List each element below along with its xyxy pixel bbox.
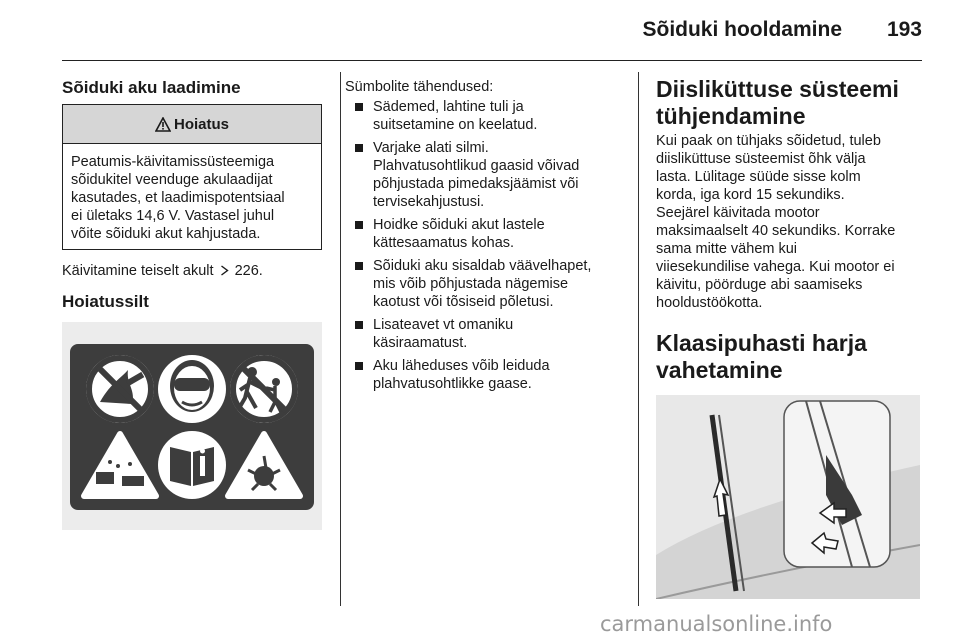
bullet-square-icon (355, 103, 363, 111)
wiper-blade-illustration (656, 395, 920, 599)
list-item-line: Hoidke sõiduki akut lastele (373, 217, 545, 233)
list-item-line: Varjake alati silmi. (373, 140, 489, 156)
no-fire-no-smoking-icon (86, 355, 154, 423)
list-item-line: suitsetamine on keelatud. (373, 117, 538, 133)
read-manual-icon (158, 431, 226, 499)
bullet-square-icon (355, 262, 363, 270)
warning-line: kasutades, et laadimispotentsiaal (71, 190, 285, 206)
warning-box (62, 104, 322, 250)
warning-label-plate (70, 344, 314, 510)
warning-triangle-icon (155, 117, 171, 132)
warning-line: ei ületaks 14,6 V. Vastasel juhul (71, 208, 275, 224)
list-item-line: kaotust või tõsiseid põletusi. (373, 294, 554, 310)
reference-text: Käivitamine teiselt akult (62, 263, 214, 279)
list-item-line: Sõiduki aku sisaldab väävelhapet, (373, 258, 592, 274)
warning-header (63, 105, 321, 144)
bullet-square-icon (355, 362, 363, 370)
page-number: 193 (886, 18, 922, 41)
section-title-diesel-bleeding (656, 76, 899, 130)
watermark: carmanualsonline.info (600, 612, 833, 636)
paragraph-line: maksimaalselt 40 sekundiks. Korrake (656, 223, 896, 239)
warning-text (63, 144, 321, 252)
title-line: Klaasipuhasti harja (656, 330, 867, 356)
up-arrow-icon (714, 479, 728, 516)
bullet-square-icon (355, 144, 363, 152)
paragraph-line: lasta. Lülitage süüde sisse kolm (656, 169, 861, 185)
paragraph-line: sama mitte vähem kui (656, 241, 798, 257)
list-item-line: Lisateavet vt omaniku (373, 317, 514, 333)
diesel-bleeding-text (656, 132, 926, 312)
warning-line: Peatumis-käivitamissüsteemiga (71, 154, 275, 170)
paragraph-line: Kui paak on tühjaks sõidetud, tuleb (656, 133, 881, 149)
warning-title: Hoiatus (173, 115, 229, 133)
paragraph-line: diisliküttuse süsteemist õhk välja (656, 151, 866, 167)
title-line: Diisliküttuse süsteemi (656, 76, 899, 102)
section-title-wiper-replacement (656, 330, 867, 384)
column-divider-right (638, 72, 639, 606)
symbol-meanings-list (345, 98, 629, 398)
cross-reference (62, 262, 263, 280)
paragraph-line: käivitu, pöörduge abi saamiseks (656, 277, 863, 293)
list-item-line: mis võib põhjustada nägemise (373, 276, 569, 292)
list-item-line: plahvatusohtlikke gaase. (373, 376, 532, 392)
paragraph-line: Seejärel käivitada mootor (656, 205, 820, 221)
eye-protection-icon (158, 355, 226, 423)
title-line: tühjendamine (656, 103, 806, 129)
warning-line: sõidukitel veenduge akulaadijat (71, 172, 273, 188)
section-title-battery-charging: Sõiduki aku laadimine (62, 78, 241, 97)
list-item-line: Plahvatusohtlikud gaasid võivad (373, 158, 580, 174)
bullet-square-icon (355, 321, 363, 329)
list-item (345, 98, 629, 134)
list-item (345, 316, 629, 352)
warning-line: võite sõiduki akut kahjustada. (71, 226, 261, 242)
list-item-line: Aku läheduses võib leiduda (373, 358, 550, 374)
page-reference-arrow-icon (220, 265, 229, 276)
list-item (345, 139, 629, 211)
paragraph-line: viiesekundilise vahega. Kui mootor ei (656, 259, 895, 275)
header-divider (62, 60, 922, 61)
column-divider-left (340, 72, 341, 606)
list-item (345, 216, 629, 252)
symbols-intro: Sümbolite tähendused: (345, 79, 494, 95)
list-item-line: kättesaamatus kohas. (373, 235, 515, 251)
list-item (345, 357, 629, 393)
explosive-gas-icon (228, 434, 300, 496)
list-item (345, 257, 629, 311)
battery-warning-label-image (62, 322, 322, 530)
title-line: vahetamine (656, 357, 783, 383)
list-item-line: tervisekahjustusi. (373, 194, 485, 210)
paragraph-line: hooldustöökotta. (656, 295, 763, 311)
keep-children-away-icon (230, 355, 298, 423)
running-header-title: Sõiduki hooldamine (642, 18, 842, 41)
list-item-line: Sädemed, lahtine tuli ja (373, 99, 524, 115)
list-item-line: käsiraamatust. (373, 335, 468, 351)
list-item-line: põhjustada pimedaksjäämist või (373, 176, 579, 192)
paragraph-line: korda, iga kord 15 sekundiks. (656, 187, 845, 203)
reference-page-link[interactable]: 226. (234, 263, 263, 279)
subheading-warning-label: Hoiatussilt (62, 292, 149, 311)
bullet-square-icon (355, 221, 363, 229)
corrosive-acid-icon (84, 434, 156, 496)
